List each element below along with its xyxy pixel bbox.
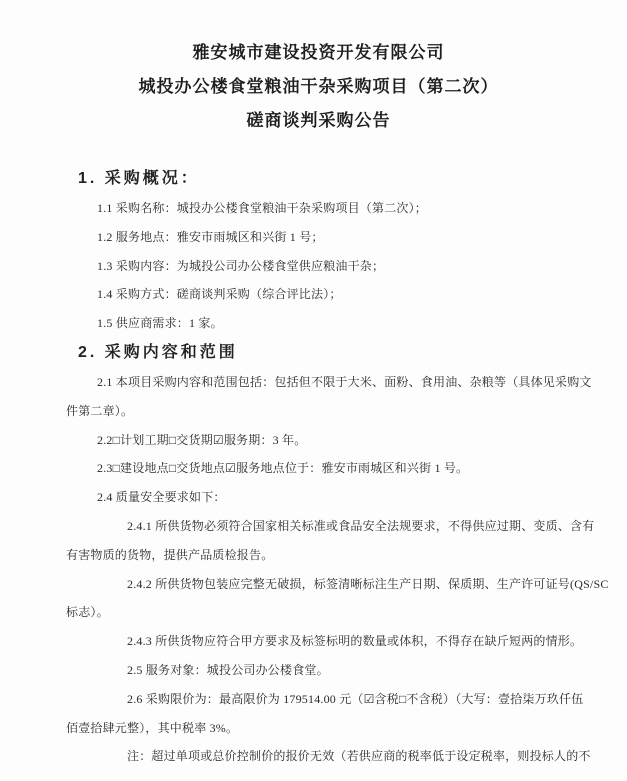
item-supplier-demand: 1.5 供应商需求：1 家。 (97, 316, 223, 331)
item-procurement-name: 1.1 采购名称：城投办公楼食堂粮油干杂采购项目（第二次）； (97, 201, 428, 215)
item-2-1-scope-line-2: 件第二章）。 (66, 403, 134, 418)
item-note-price-invalid: 注：超过单项或总价控制价的报价无效（若供应商的税率低于设定税率，则投标人的不 (127, 749, 591, 764)
item-2-4-2-packaging-line-2: 标志）。 (66, 605, 109, 620)
section-2-heading: 2. 采购内容和范围 (78, 343, 238, 361)
document-title-project: 城投办公楼食堂粮油干杂采购项目（第二次） (138, 77, 499, 96)
item-2-4-1-standards-line-1: 2.4.1 所供货物必须符合国家相关标准或食品安全法规要求，不得供应过期、变质、含有 (127, 518, 595, 533)
item-procurement-content: 1.3 采购内容：为城投公司办公楼食堂供应粮油干杂； (97, 258, 385, 273)
item-2-4-2-packaging-line-1: 2.4.2 所供货物包装应完整无破损，标签清晰标注生产日期、保质期、生产许可证号(QS/SC (127, 576, 609, 591)
document-title-company: 雅安城市建设投资开发有限公司 (192, 43, 445, 62)
item-2-4-1-standards-line-2: 有害物质的货物，提供产品质检报告。 (66, 547, 274, 562)
item-2-3-service-location: 2.3□建设地点□交货地点☑服务地点位于：雅安市雨城区和兴街 1 号。 (97, 461, 469, 476)
item-2-5-service-target: 2.5 服务对象：城投公司办公楼食堂。 (127, 662, 329, 677)
item-2-1-scope-line-1: 2.1 本项目采购内容和范围包括：包括但不限于大米、面粉、食用油、杂粮等（具体见采购文 (97, 374, 592, 389)
document-title-announcement-type: 磋商谈判采购公告 (246, 111, 391, 130)
item-2-6-price-limit-line-1: 2.6 采购限价为：最高限价为 179514.00 元（☑含税□不含税）（大写：壹拾柒万玖仟伍 (127, 691, 584, 706)
item-service-location: 1.2 服务地点：雅安市雨城区和兴街 1 号； (97, 229, 324, 244)
item-procurement-method: 1.4 采购方式：磋商谈判采购（综合评比法）； (97, 287, 342, 302)
item-2-6-price-limit-line-2: 佰壹拾肆元整），其中税率 3%。 (66, 720, 239, 735)
item-2-2-service-period: 2.2□计划工期□交货期☑服务期：3 年。 (97, 432, 307, 447)
section-1-heading: 1. 采购概况： (78, 170, 200, 187)
item-2-4-3-quantity: 2.4.3 所供货物应符合甲方要求及标签标明的数量或体积，不得存在缺斤短两的情形。 (127, 634, 583, 649)
item-2-4-quality-requirements: 2.4 质量安全要求如下： (97, 490, 226, 505)
